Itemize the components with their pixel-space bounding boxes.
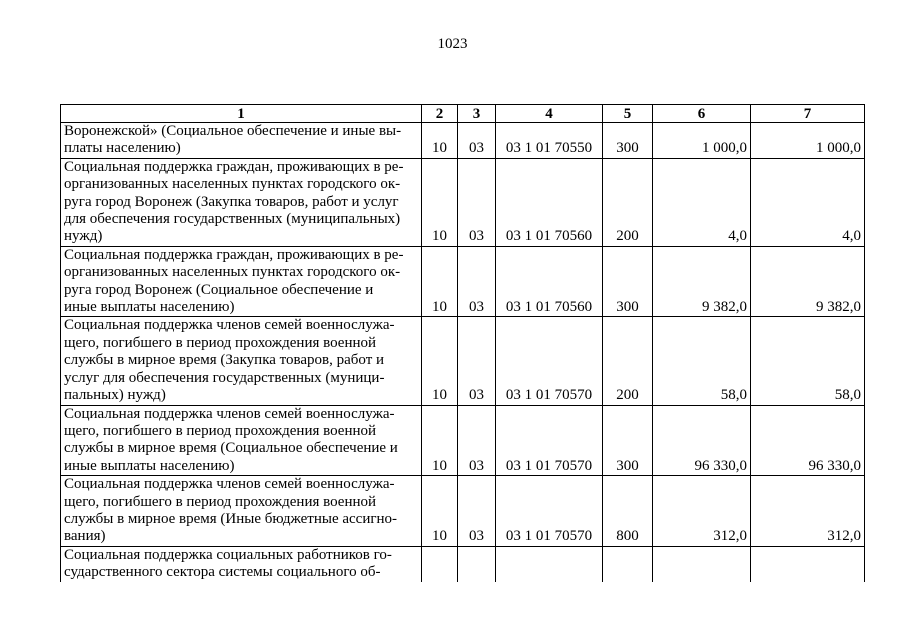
row-target-article: 03 1 01 70560 <box>496 158 603 246</box>
row-subsection: 03 <box>458 476 496 547</box>
row-section: 10 <box>422 123 458 159</box>
row-section: 10 <box>422 476 458 547</box>
row-amount-7 <box>751 546 865 581</box>
header-col-5: 5 <box>603 105 653 123</box>
row-subsection: 03 <box>458 405 496 476</box>
table-row <box>61 158 865 246</box>
row-amount-7: 58,0 <box>751 317 865 405</box>
row-subsection: 03 <box>458 246 496 317</box>
row-expense-type: 200 <box>603 317 653 405</box>
row-amount-7: 312,0 <box>751 476 865 547</box>
row-expense-type: 300 <box>603 123 653 159</box>
page-number: 1023 <box>437 36 468 52</box>
row-target-article: 03 1 01 70570 <box>496 317 603 405</box>
row-expense-type: 300 <box>603 405 653 476</box>
row-subsection <box>458 546 496 581</box>
row-amount-6: 312,0 <box>653 476 751 547</box>
header-col-2: 2 <box>422 105 458 123</box>
table-row <box>61 476 865 547</box>
row-target-article: 03 1 01 70560 <box>496 246 603 317</box>
row-amount-7: 9 382,0 <box>751 246 865 317</box>
header-col-7: 7 <box>751 105 865 123</box>
row-amount-7: 96 330,0 <box>751 405 865 476</box>
header-row <box>61 105 865 123</box>
row-amount-6: 96 330,0 <box>653 405 751 476</box>
row-section: 10 <box>422 405 458 476</box>
row-subsection: 03 <box>458 317 496 405</box>
row-amount-6: 9 382,0 <box>653 246 751 317</box>
header-col-4: 4 <box>496 105 603 123</box>
row-description: Социальная поддержка граждан, проживающих в ре- организованных населенных пунктах городского ок- руга город Воронеж (Закупка товаров, работ и услуг для обеспечения государственных (муниципальных) нужд) <box>61 158 422 246</box>
row-amount-6 <box>653 546 751 581</box>
table-row <box>61 246 865 317</box>
row-section <box>422 546 458 581</box>
row-subsection: 03 <box>458 158 496 246</box>
row-section: 10 <box>422 158 458 246</box>
row-amount-7: 1 000,0 <box>751 123 865 159</box>
table-row <box>61 405 865 476</box>
row-amount-6: 4,0 <box>653 158 751 246</box>
row-expense-type: 800 <box>603 476 653 547</box>
budget-table <box>60 104 865 582</box>
row-expense-type: 300 <box>603 246 653 317</box>
header-col-3: 3 <box>458 105 496 123</box>
row-section: 10 <box>422 317 458 405</box>
row-target-article: 03 1 01 70550 <box>496 123 603 159</box>
row-description: Социальная поддержка членов семей военнослужа- щего, погибшего в период прохождения военной службы в мирное время (Закупка товаров, работ и услуг для обеспечения государственных (муници- пальных) нужд) <box>61 317 422 405</box>
row-amount-6: 1 000,0 <box>653 123 751 159</box>
row-expense-type <box>603 546 653 581</box>
row-subsection: 03 <box>458 123 496 159</box>
row-expense-type: 200 <box>603 158 653 246</box>
table-row <box>61 123 865 159</box>
row-target-article: 03 1 01 70570 <box>496 405 603 476</box>
row-description: Социальная поддержка социальных работников го- сударственного сектора системы социального об- <box>61 546 422 581</box>
table-row <box>61 317 865 405</box>
row-section: 10 <box>422 246 458 317</box>
row-description: Социальная поддержка граждан, проживающих в ре- организованных населенных пунктах городского ок- руга город Воронеж (Социальное обеспечение и иные выплаты населению) <box>61 246 422 317</box>
row-target-article <box>496 546 603 581</box>
table-row <box>61 546 865 581</box>
header-col-6: 6 <box>653 105 751 123</box>
row-description: Социальная поддержка членов семей военнослужа- щего, погибшего в период прохождения военной службы в мирное время (Социальное обеспечение и иные выплаты населению) <box>61 405 422 476</box>
row-amount-6: 58,0 <box>653 317 751 405</box>
row-description: Социальная поддержка членов семей военнослужа- щего, погибшего в период прохождения военной службы в мирное время (Иные бюджетные ассигно- вания) <box>61 476 422 547</box>
row-target-article: 03 1 01 70570 <box>496 476 603 547</box>
row-description: Воронежской» (Социальное обеспечение и иные вы- платы населению) <box>61 123 422 159</box>
header-col-1: 1 <box>61 105 422 123</box>
row-amount-7: 4,0 <box>751 158 865 246</box>
